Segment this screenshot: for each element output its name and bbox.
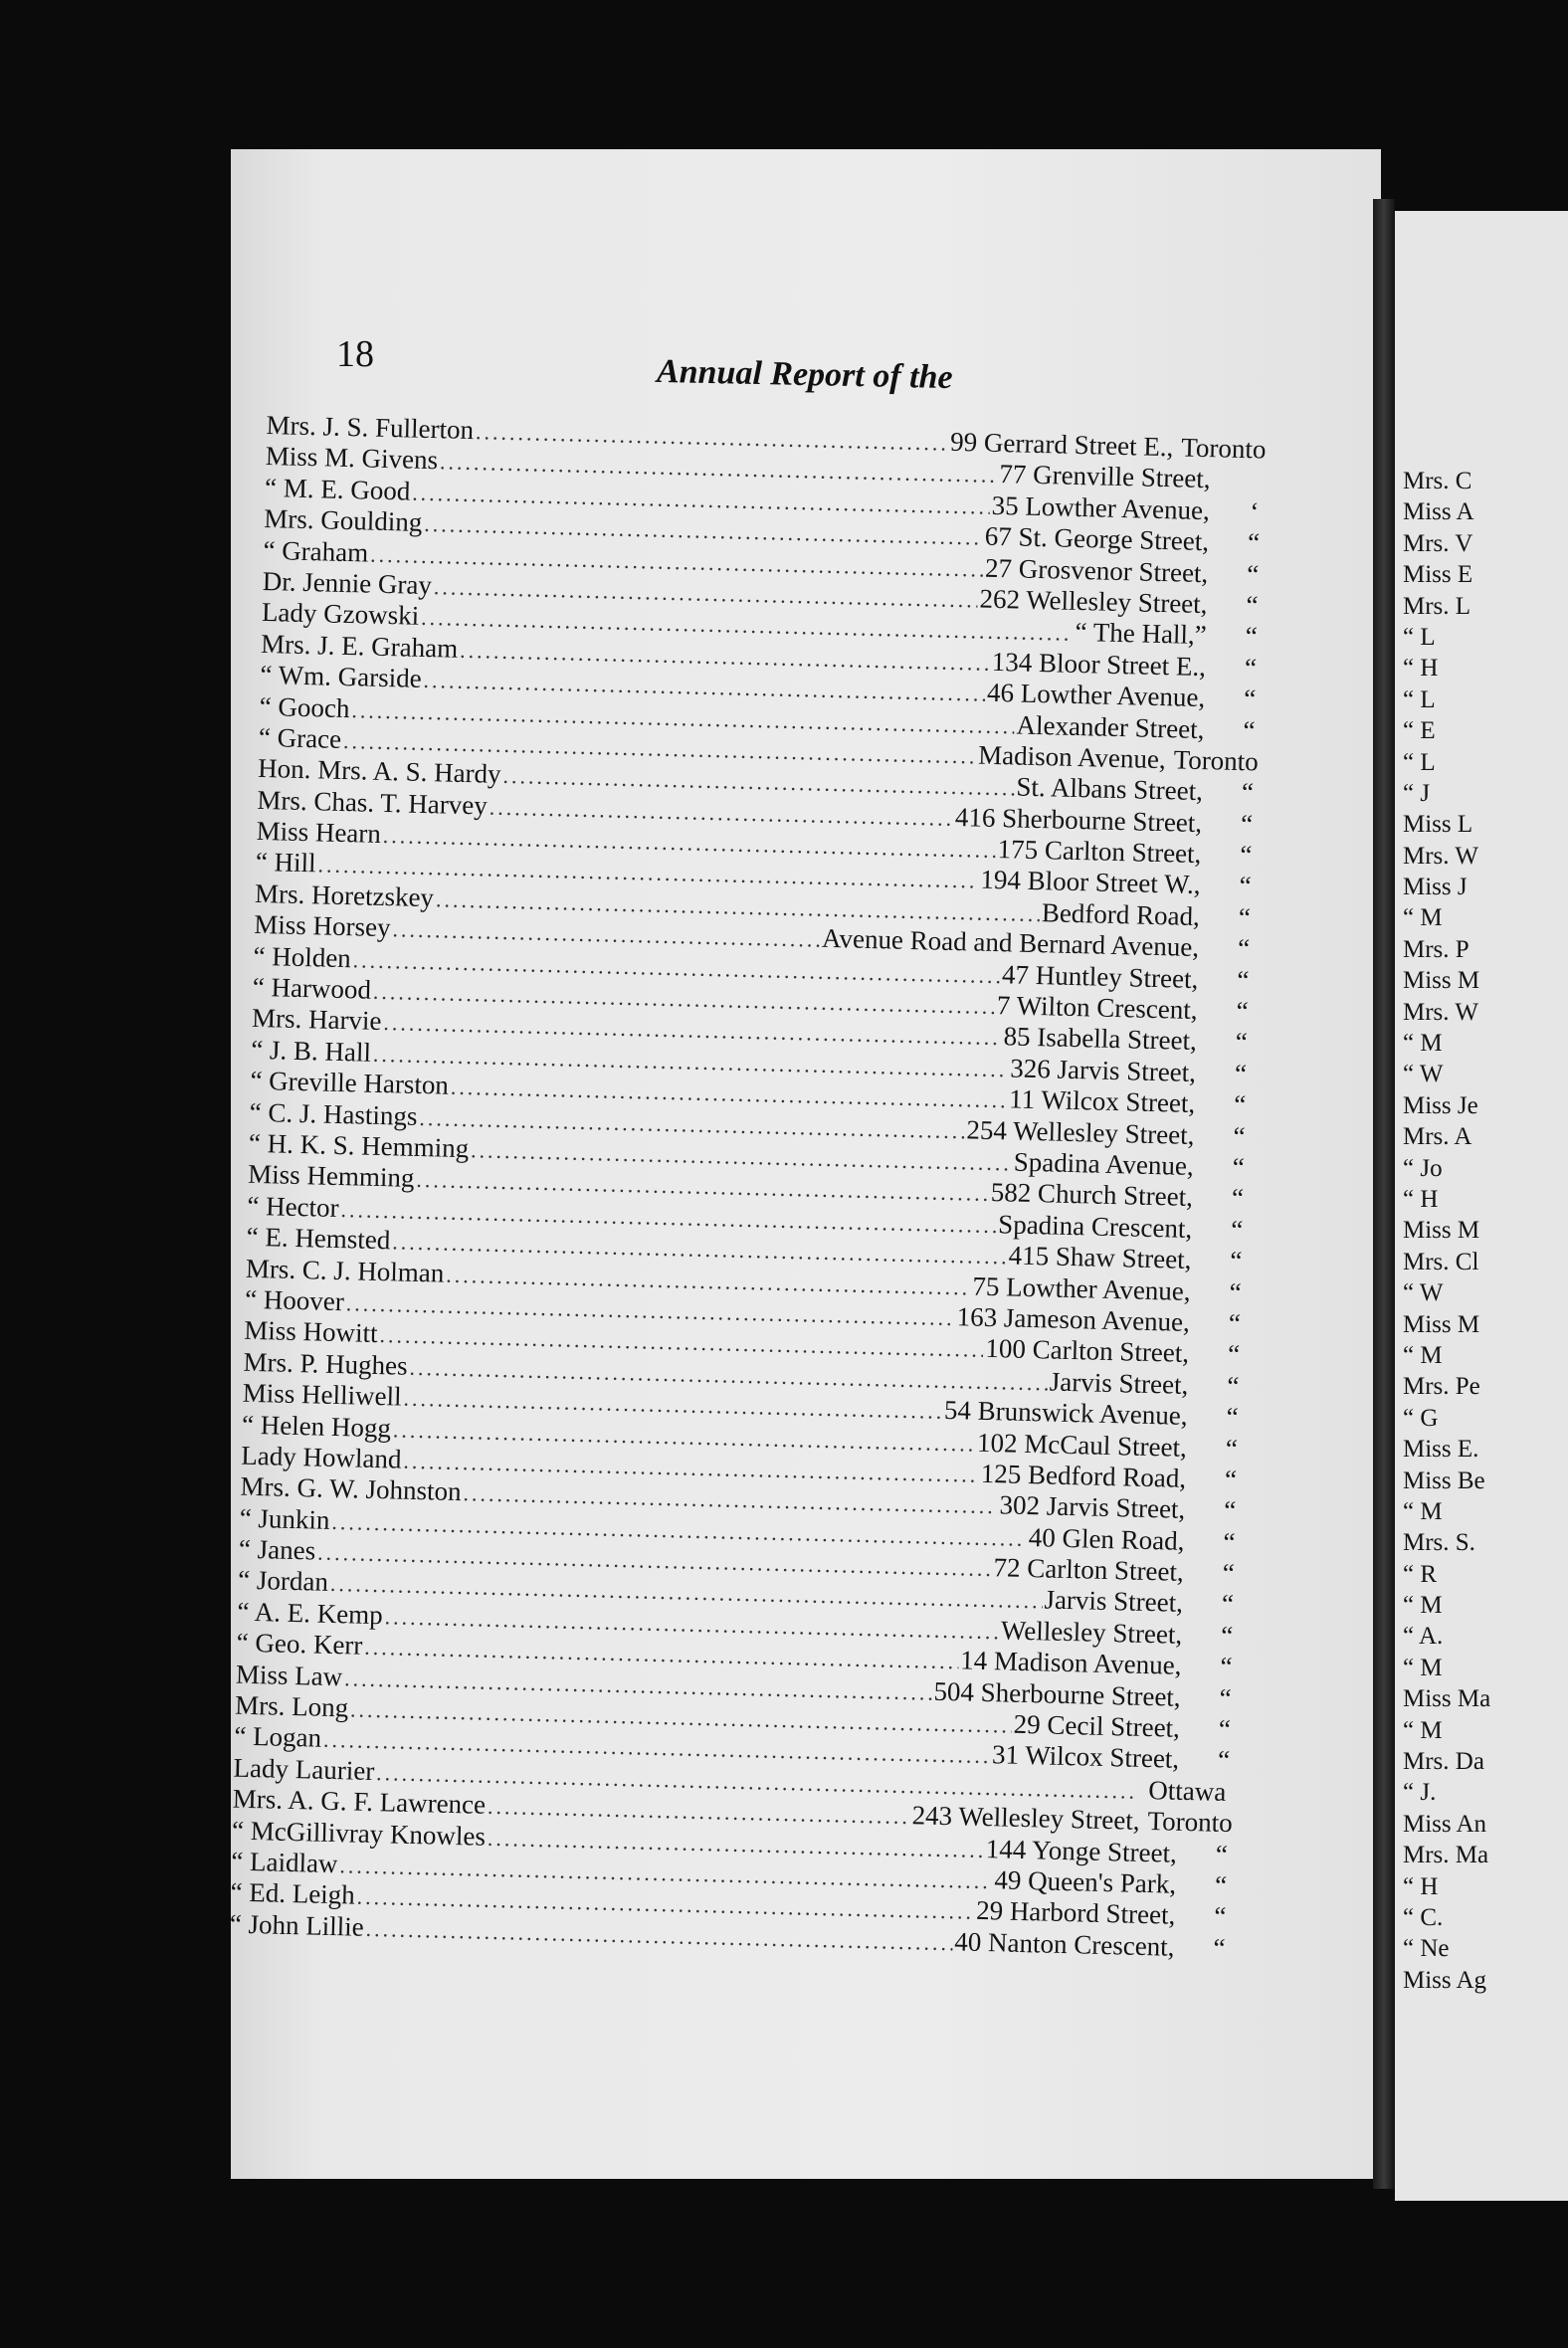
right-page-name-fragment: “ A. [1403, 1623, 1444, 1651]
member-address: Wellesley Street, [1000, 1615, 1183, 1650]
member-city: “ [1243, 684, 1257, 714]
member-city: “ [1243, 714, 1256, 745]
right-page-name-fragment: “ J [1403, 779, 1431, 807]
member-city: “ [1215, 1839, 1229, 1869]
right-page-name-fragment: “ L [1403, 685, 1436, 713]
member-address: 326 Jarvis Street, [1009, 1053, 1197, 1087]
member-city: “ [1218, 1713, 1232, 1745]
member-address: 163 Jameson Avenue, [956, 1301, 1191, 1337]
member-address: 47 Huntley Street, [1001, 958, 1199, 994]
member-city: “ [1240, 840, 1253, 871]
right-page-name-fragment: Mrs. P [1403, 935, 1470, 963]
member-city: “ [1213, 1901, 1227, 1932]
right-page-name-fragment: “ M [1403, 1341, 1443, 1369]
member-address: 262 Wellesley Street, [979, 583, 1208, 620]
member-city: “ [1225, 1433, 1239, 1464]
member-city: “ [1217, 1745, 1231, 1776]
right-page-name-fragment: Mrs. W [1403, 842, 1478, 870]
right-page-name-fragment: Mrs. A [1403, 1123, 1472, 1151]
right-page [1395, 211, 1568, 2201]
member-city: Toronto [1173, 744, 1260, 777]
right-page-name-fragment: Mrs. C [1403, 468, 1472, 494]
member-city: “ [1230, 1246, 1243, 1276]
member-name: Mrs. Chas. T. Harvey [257, 784, 489, 821]
right-page-name-fragment: Mrs. V [1403, 529, 1473, 557]
member-city: “ [1241, 777, 1255, 808]
right-page-name-fragment: Mrs. W [1403, 998, 1478, 1026]
member-name: “ Logan [234, 1721, 322, 1754]
member-city: “ [1223, 1526, 1236, 1557]
member-address: Spadina Crescent, [997, 1208, 1193, 1244]
member-city: “ [1240, 808, 1254, 840]
member-name: “ Laidlaw [230, 1846, 338, 1879]
member-city: “ [1226, 1401, 1239, 1433]
right-page-name-fragment: Miss M [1403, 1217, 1480, 1245]
member-name: “ Geo. Kerr [236, 1627, 363, 1661]
member-name: “ Holden [253, 940, 352, 973]
member-address: 11 Wilcox Street, [1008, 1083, 1196, 1119]
member-address: St. Albans Street, [1016, 771, 1204, 807]
member-name: Miss Howitt [244, 1315, 378, 1349]
right-page-name-fragment: Miss A [1403, 498, 1474, 526]
member-address: Alexander Street, [1016, 709, 1205, 744]
member-name: Mrs. Long [234, 1689, 349, 1723]
member-city: “ [1226, 1370, 1240, 1401]
member-city: “ [1246, 590, 1259, 621]
member-name: “ Helen Hogg [241, 1409, 392, 1443]
member-address: 29 Cecil Street, [1013, 1708, 1181, 1743]
right-page-name-fragment: Miss M [1403, 967, 1480, 995]
member-name: “ A. E. Kemp [237, 1596, 384, 1631]
member-name: Miss Law [235, 1659, 343, 1691]
member-city: “ [1244, 652, 1258, 684]
member-address: 40 Nanton Crescent, [954, 1926, 1175, 1962]
member-name: Lady Howland [240, 1440, 402, 1474]
member-city: “ [1213, 1932, 1226, 1963]
member-address: Jarvis Street, [1049, 1366, 1189, 1400]
member-address: 40 Glen Road, [1028, 1521, 1185, 1556]
member-address: 67 St. George Street, [984, 520, 1210, 557]
right-page-name-fragment: Miss Je [1403, 1091, 1478, 1119]
member-city: “ [1247, 527, 1261, 558]
member-address: 175 Carlton Street, [997, 834, 1202, 870]
member-list [229, 410, 1300, 1965]
right-page-name-fragment: Miss Ag [1403, 1966, 1487, 1994]
member-city: “ [1245, 621, 1259, 652]
right-page-name-fragment: “ M [1403, 1716, 1443, 1744]
member-address: “ The Hall,” [1075, 617, 1208, 651]
right-page-name-fragment: Miss M [1403, 1310, 1480, 1338]
right-page-name-fragment: “ M [1403, 904, 1443, 932]
member-address: Madison Avenue, [977, 739, 1167, 775]
member-address: 31 Wilcox Street, [991, 1739, 1180, 1775]
right-page-name-fragment: Miss L [1403, 811, 1473, 839]
member-name: “ Janes [238, 1533, 316, 1566]
member-name: “ H. K. S. Hemming [248, 1127, 470, 1164]
member-address: 134 Bloor Street E., [991, 646, 1207, 682]
page-number: 18 [336, 333, 374, 375]
member-address: 302 Jarvis Street, [999, 1489, 1186, 1525]
member-address: 194 Bloor Street W., [980, 865, 1201, 900]
right-page-name-fragment: Miss E. [1403, 1436, 1479, 1464]
member-city: “ [1220, 1652, 1233, 1682]
member-address: 415 Shaw Street, [1008, 1240, 1192, 1275]
right-page-name-fragment: “ M [1403, 1497, 1443, 1525]
member-city: “ [1214, 1869, 1228, 1900]
right-page-name-fragment: Mrs. Pe [1403, 1373, 1480, 1401]
member-address: 416 Sherbourne Street, [954, 801, 1203, 838]
member-name: “ Ed. Leigh [230, 1876, 356, 1910]
member-address: 243 Wellesley Street, [911, 1800, 1140, 1837]
member-address: 144 Yonge Street, [985, 1833, 1178, 1868]
member-name: “ Hill [255, 847, 316, 879]
right-page-name-fragment: “ W [1403, 1061, 1444, 1088]
member-address: 49 Queen's Park, [994, 1864, 1177, 1899]
member-city: “ [1222, 1557, 1236, 1589]
book-gutter [1373, 199, 1395, 2189]
right-page-name-fragment: Mrs. L [1403, 592, 1471, 620]
right-page-name-fragment: “ L [1403, 623, 1436, 651]
right-page-name-fragment: “ Ne [1403, 1935, 1450, 1963]
member-address: 77 Grenville Street, [999, 459, 1211, 494]
member-name: Mrs. C. J. Holman [245, 1253, 445, 1288]
member-address: Avenue Road and Bernard Avenue, [821, 923, 1200, 963]
member-name: “ E. Hemsted [246, 1221, 391, 1256]
member-address: Spadina Avenue, [1013, 1146, 1195, 1181]
member-name: “ Gooch [259, 690, 350, 723]
member-city: “ [1246, 558, 1260, 589]
right-page-name-fragment: “ C. [1403, 1903, 1444, 1931]
member-city: “ [1234, 1058, 1248, 1089]
right-page-name-fragment: Mrs. Ma [1403, 1842, 1489, 1869]
member-city: “ [1239, 871, 1252, 901]
member-name: “ C. J. Hastings [249, 1096, 418, 1131]
right-page-name-fragment: Miss An [1403, 1810, 1487, 1838]
right-page-name-fragment: “ J. [1403, 1779, 1437, 1807]
member-address: Bedford Road, [1041, 897, 1201, 931]
member-address: 99 Gerrard Street E., [949, 426, 1174, 463]
member-name: Mrs. Horetzskey [254, 878, 435, 913]
member-name: “ Grace [258, 721, 342, 754]
member-city [1210, 489, 1299, 490]
member-name: “ Hector [247, 1190, 340, 1223]
member-city: “ [1219, 1682, 1233, 1713]
member-address: 102 McCaul Street, [976, 1427, 1188, 1463]
member-address: 254 Wellesley Street, [966, 1114, 1195, 1150]
right-page-name-fragment: “ G [1403, 1404, 1439, 1432]
member-city: “ [1230, 1214, 1244, 1245]
member-address: 46 Lowther Avenue, [986, 677, 1206, 713]
member-name: “ Greville Harston [250, 1066, 450, 1100]
right-page-name-fragment: “ M [1403, 1592, 1443, 1620]
member-city: Ottawa [1148, 1774, 1227, 1807]
member-name: Mrs. A. G. F. Lawrence [232, 1783, 487, 1820]
member-name: Lady Gzowski [261, 597, 420, 632]
member-name: Miss Hearn [256, 815, 382, 850]
member-name: Miss M. Givens [265, 441, 439, 476]
member-name: “ Hoover [244, 1283, 345, 1317]
member-address: 100 Carlton Street, [985, 1333, 1190, 1369]
member-address: 72 Carlton Street, [993, 1552, 1185, 1587]
right-page-name-fragment: “ W [1403, 1279, 1444, 1307]
member-city: “ [1224, 1464, 1238, 1495]
right-page-name-fragment: “ R [1403, 1560, 1438, 1588]
member-address: 7 Wilton Crescent, [996, 990, 1198, 1026]
member-name: Mrs. J. E. Graham [260, 628, 459, 664]
member-name: “ John Lillie [229, 1908, 365, 1942]
member-name: Mrs. Harvie [251, 1003, 382, 1037]
member-city: “ [1220, 1620, 1234, 1651]
member-address: 85 Isabella Street, [1003, 1021, 1198, 1057]
member-name: “ Junkin [239, 1502, 330, 1535]
member-name: “ Jordan [237, 1565, 329, 1598]
member-name: “ Harwood [252, 971, 372, 1005]
member-city: “ [1227, 1339, 1241, 1370]
member-name: “ M. E. Good [264, 472, 411, 506]
member-name: Mrs. Goulding [263, 503, 423, 538]
member-address: 29 Harbord Street, [975, 1895, 1176, 1931]
member-name: “ Graham [263, 534, 369, 568]
member-address: 504 Sherbourne Street, [933, 1675, 1182, 1712]
member-city: “ [1235, 1027, 1249, 1058]
member-name: Mrs. J. S. Fullerton [266, 410, 475, 446]
member-city: Toronto [1180, 432, 1267, 465]
member-address: 35 Lowther Avenue, [991, 489, 1211, 525]
right-page-name-fragment: Mrs. S. [1403, 1529, 1475, 1557]
member-name: “ McGillivray Knowles [231, 1815, 487, 1852]
member-address: Jarvis Street, [1044, 1584, 1184, 1619]
member-city: ‘ [1249, 495, 1260, 527]
right-page-names [1403, 468, 1568, 1998]
member-city: Toronto [1147, 1806, 1234, 1839]
member-city: “ [1228, 1307, 1242, 1339]
right-page-name-fragment: “ H [1403, 655, 1439, 683]
right-page-name-fragment: “ Jo [1403, 1154, 1443, 1182]
member-city: “ [1233, 1089, 1247, 1120]
member-name: Miss Helliwell [242, 1377, 402, 1412]
right-page-name-fragment: “ M [1403, 1654, 1443, 1681]
right-page-name-fragment: “ M [1403, 1030, 1443, 1058]
right-page-name-fragment: Miss E [1403, 561, 1473, 589]
member-city: “ [1232, 1151, 1246, 1183]
member-name: Miss Hemming [247, 1159, 415, 1194]
member-address: 14 Madison Avenue, [959, 1645, 1182, 1681]
right-page-name-fragment: “ H [1403, 1872, 1439, 1900]
member-name: Mrs. G. W. Johnston [240, 1470, 462, 1507]
member-city: “ [1221, 1589, 1235, 1620]
member-address: 125 Bedford Road, [980, 1458, 1187, 1493]
right-page-name-fragment: Miss J [1403, 874, 1468, 901]
member-city: “ [1231, 1183, 1245, 1214]
member-city: “ [1236, 996, 1249, 1027]
right-page-name-fragment: Mrs. Cl [1403, 1248, 1479, 1275]
member-city: “ [1223, 1495, 1237, 1526]
right-page-name-fragment: Miss Ma [1403, 1685, 1491, 1713]
right-page-name-fragment: Mrs. Da [1403, 1748, 1484, 1776]
member-name: Hon. Mrs. A. S. Hardy [257, 753, 502, 790]
member-city: “ [1238, 901, 1252, 933]
member-name: “ J. B. Hall [250, 1034, 372, 1068]
right-page-name-fragment: “ E [1403, 717, 1436, 745]
member-city: “ [1233, 1120, 1246, 1151]
member-name: Miss Horsey [253, 909, 391, 943]
member-city: “ [1229, 1276, 1242, 1307]
member-address: 582 Church Street, [990, 1177, 1194, 1213]
member-name: Mrs. P. Hughes [243, 1346, 408, 1381]
member-address: 75 Lowther Avenue, [972, 1271, 1192, 1306]
member-name: Lady Laurier [233, 1752, 375, 1786]
member-name: Dr. Jennie Gray [262, 565, 433, 601]
right-page-name-fragment: “ L [1403, 748, 1436, 776]
member-city: “ [1237, 933, 1251, 964]
member-address: 27 Grosvenor Street, [984, 552, 1209, 588]
member-address: 54 Brunswick Avenue, [943, 1395, 1188, 1432]
running-head: Annual Report of the [656, 352, 953, 397]
member-name: “ Wm. Garside [260, 660, 423, 694]
right-page-name-fragment: “ H [1403, 1185, 1439, 1213]
member-city: “ [1236, 964, 1250, 995]
right-page-name-fragment: Miss Be [1403, 1467, 1485, 1494]
